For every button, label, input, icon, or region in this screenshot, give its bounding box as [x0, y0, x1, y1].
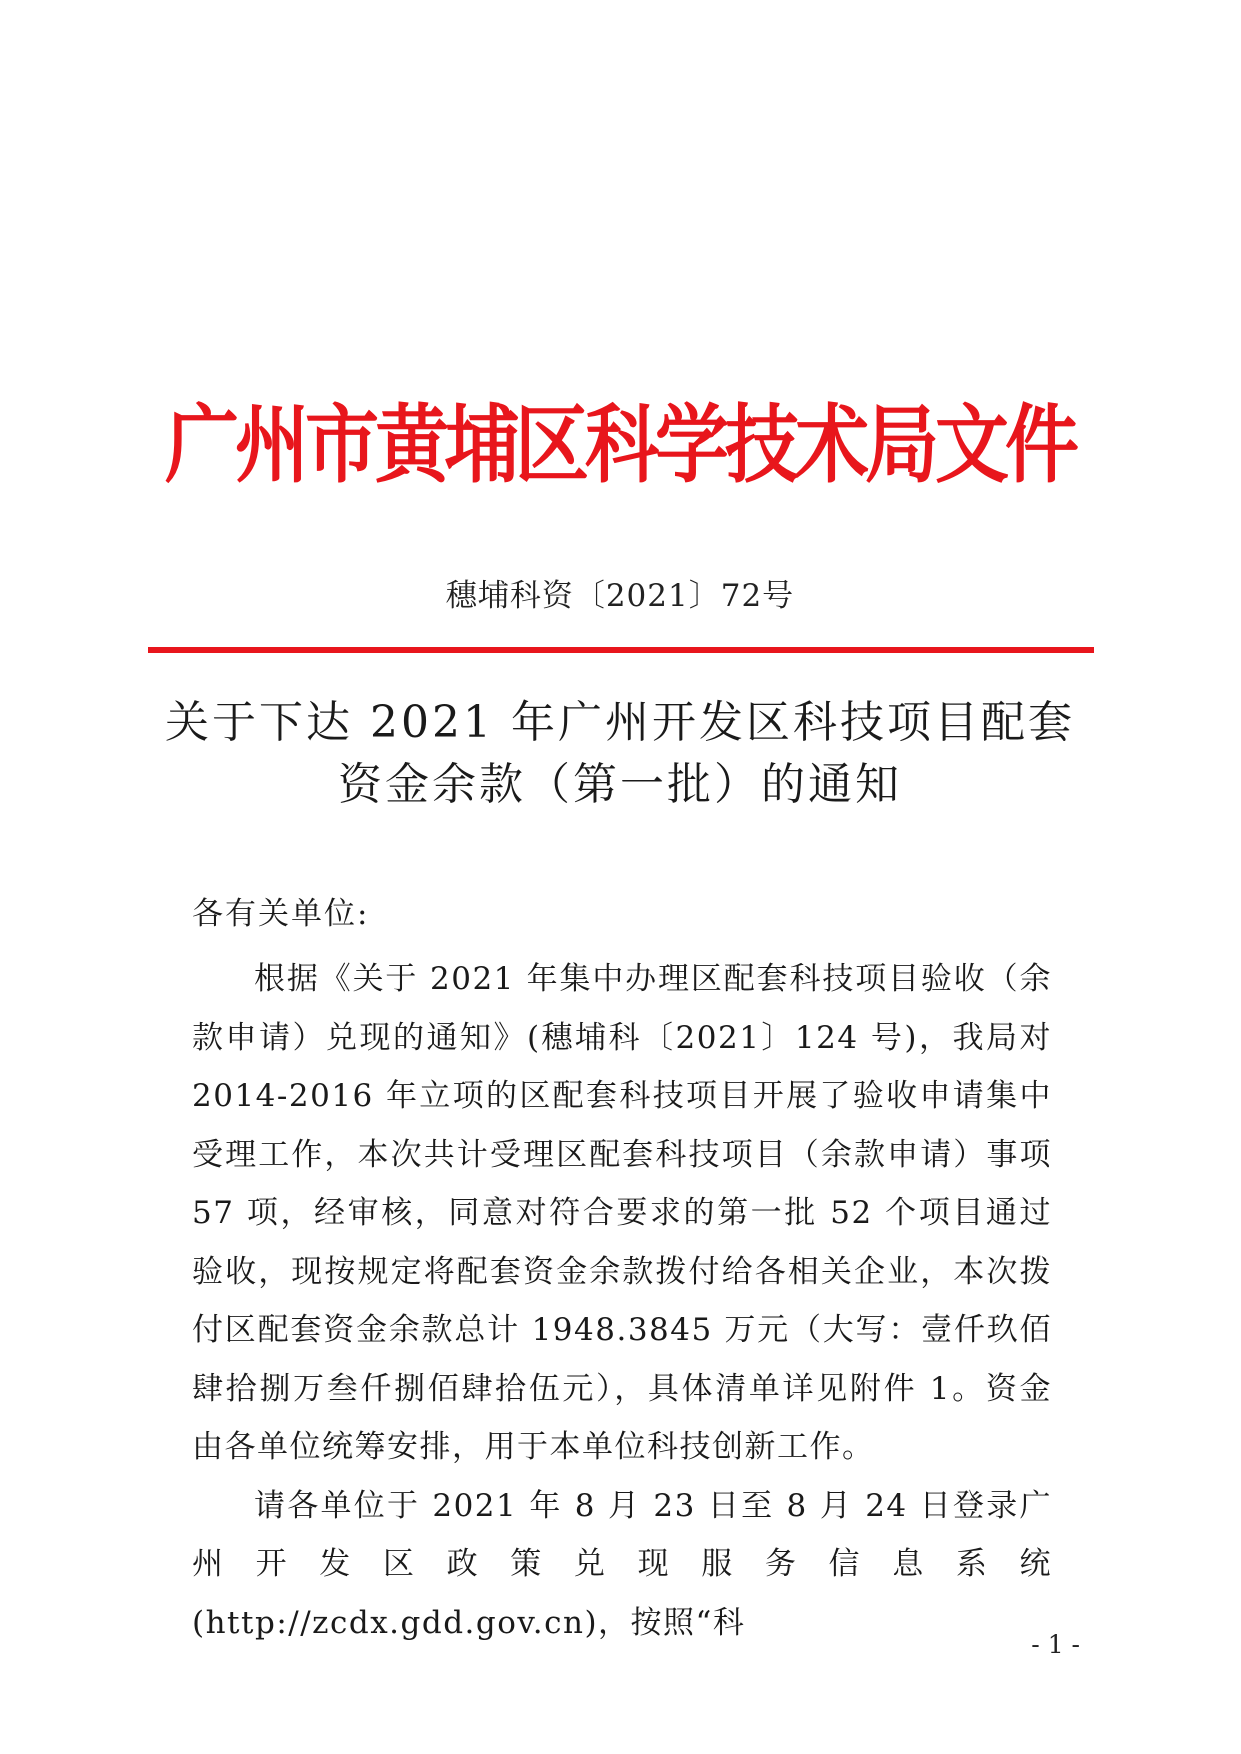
page-number: - 1 - — [1031, 1630, 1080, 1659]
notice-title-line-1: 关于下达 2021 年广州开发区科技项目配套 — [165, 697, 1075, 748]
notice-title-line-2: 资金余款（第一批）的通知 — [338, 759, 902, 810]
document-number: 穗埔科资〔2021〕72号 — [445, 578, 795, 614]
notice-title — [150, 692, 1090, 816]
salutation: 各有关单位: — [192, 896, 370, 932]
red-divider-rule — [148, 647, 1094, 653]
body-paragraph-2: 请各单位于 2021 年 8 月 23 日至 8 月 24 日登录广州开发区政策兑现服务信息系统(http://zcdx.gdd.gov.cn)，按照“科 — [192, 1487, 1052, 1641]
body-paragraph-1: 根据《关于 2021 年集中办理区配套科技项目验收（余款申请）兑现的通知》(穗埔科〔2021〕124 号)，我局对 2014-2016 年立项的区配套科技项目开展了验收申请集中受理工作，本次共计受理区配套科技项目（余款申请）事项 57 项，经审核，同意对符合要求的第一批 52 个项目通过验收，现按规定将配套资金余款拨付给各相关企业，本次拨付区配套资金余款总计 1948.3845 万元（大写：壹仟玖佰肆拾捌万叁仟捌佰肆拾伍元），具体清单详见附件 1。资金由各单位统筹安排，用于本单位科技创新工作。 — [192, 961, 1052, 1465]
issuer-banner-title: 广州市黄埔区科学技术局文件 — [165, 396, 1075, 496]
body-text — [192, 950, 1052, 1652]
